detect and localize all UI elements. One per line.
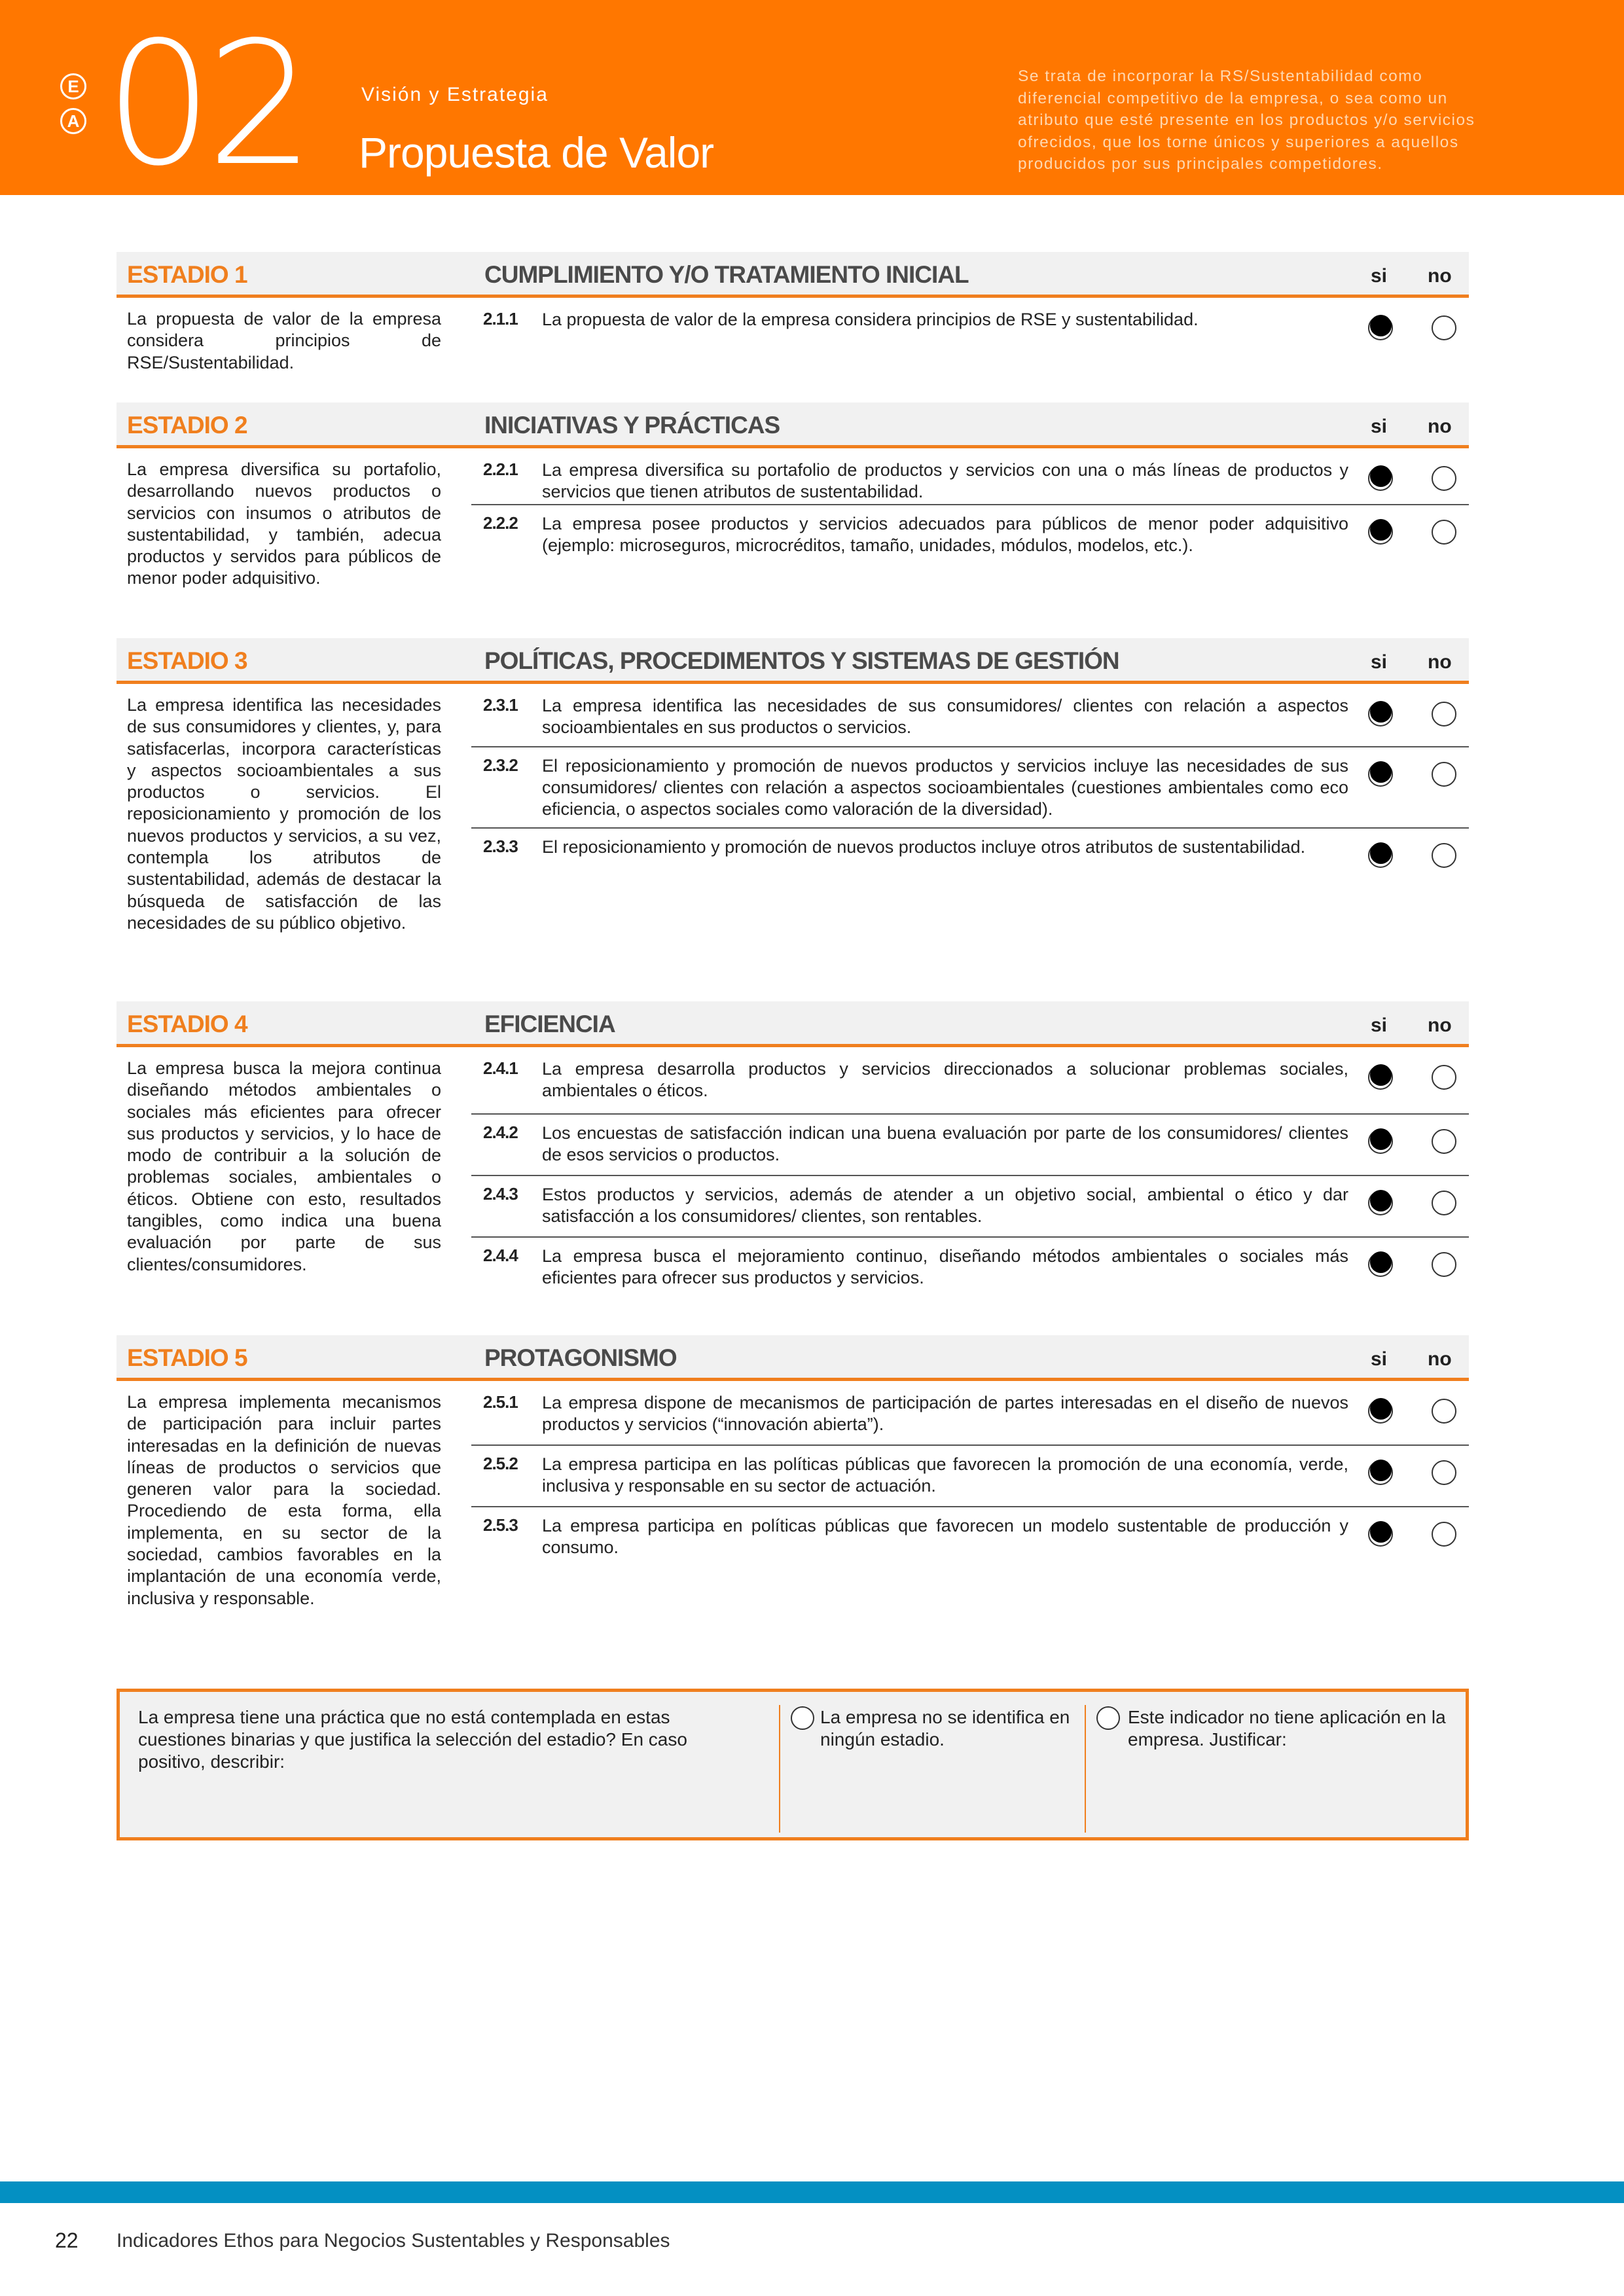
no-column-header: no (1428, 1348, 1452, 1370)
footer-bar (0, 2181, 1624, 2203)
radio-selected-dot (1370, 1190, 1392, 1211)
question-text: La empresa posee productos y servicios adecuados para públicos de menor poder adquisitivo (ejemplo: microseguros, microcréditos, tamaño, unidades, módulos, modelos, etc.). (542, 514, 1348, 555)
no-radio[interactable] (1432, 1522, 1456, 1547)
section-category: Visión y Estrategia (361, 84, 549, 105)
si-radio[interactable] (1368, 466, 1393, 491)
question-text: Estos productos y servicios, además de atender a un objetivo social, ambiental o ético y dar satisfacción a los consumidores/ clientes, son rentables. (542, 1185, 1348, 1226)
radio-selected-dot (1370, 465, 1392, 487)
no-column-header: no (1428, 416, 1452, 437)
stage-title: PROTAGONISMO (484, 1344, 677, 1371)
stage-label: ESTADIO 3 (127, 647, 247, 674)
stage-description: La empresa diversifica su portafolio, desarrollando nuevos productos o servicios con insumos o atributos de sustentabilidad, y también, adecua productos y servidos para públicos de menor poder adquisitivo. (127, 459, 441, 588)
question-number: 2.4.2 (483, 1122, 518, 1142)
si-radio[interactable] (1368, 702, 1393, 726)
question-number: 2.4.4 (483, 1246, 518, 1265)
si-radio[interactable] (1368, 1460, 1393, 1485)
no-radio[interactable] (1432, 1252, 1456, 1277)
stage-title: EFICIENCIA (484, 1011, 615, 1037)
stage-label: ESTADIO 4 (127, 1011, 247, 1037)
stage-block (117, 252, 1469, 372)
question-number: 2.3.2 (483, 755, 518, 775)
footer-text: Indicadores Ethos para Negocios Sustentables y Responsables (117, 2230, 670, 2251)
stage-header (117, 1001, 1469, 1047)
stage-header (117, 1335, 1469, 1381)
question-number: 2.5.2 (483, 1454, 518, 1473)
question-text: La empresa participa en políticas públicas que favorecen un modelo sustentable de producción y consumo. (542, 1516, 1348, 1557)
question-text: La empresa desarrolla productos y servicios direccionados a solucionar problemas sociales, ambientales o éticos. (542, 1059, 1348, 1100)
si-radio[interactable] (1368, 1191, 1393, 1215)
stage-label: ESTADIO 5 (127, 1344, 247, 1371)
no-radio[interactable] (1432, 702, 1456, 726)
question-list (471, 1384, 1469, 1569)
stage-block (117, 1001, 1469, 1287)
no-radio[interactable] (1432, 843, 1456, 868)
no-column-header: no (1428, 1014, 1452, 1036)
stage-description: La propuesta de valor de la empresa considera principios de RSE/Sustentabilidad. (127, 309, 441, 372)
question-row (471, 1446, 1469, 1507)
question-row (471, 505, 1469, 559)
stage-title: POLÍTICAS, PROCEDIMENTOS Y SISTEMAS DE GESTIÓN (484, 647, 1119, 674)
si-column-header: si (1371, 651, 1388, 673)
radio-selected-dot (1370, 1064, 1392, 1086)
stage-description: La empresa identifica las necesidades de sus consumidores y clientes, y, para satisfacerlas, incorpora características y aspectos socioambientales a sus productos o servicios. El reposicionamiento y promoción de los nuevos productos y servicios, a su vez, contempla los atributos de sustentabilidad, además de destacar la búsqueda de satisfacción de las necesidades de su público objetivo. (127, 695, 441, 933)
radio-selected-dot (1370, 1521, 1392, 1543)
stage-header (117, 403, 1469, 448)
no-radio[interactable] (1432, 520, 1456, 545)
no-radio[interactable] (1432, 1460, 1456, 1485)
question-text: Los encuestas de satisfacción indican una buena evaluación por parte de los consumidores/ clientes de esos servicios o productos. (542, 1123, 1348, 1164)
question-text: La empresa dispone de mecanismos de participación de partes interesadas en el diseño de nuevos productos y servicios (“innovación abierta”). (542, 1393, 1348, 1434)
radio-selected-dot (1370, 1460, 1392, 1481)
radio-selected-dot (1370, 519, 1392, 541)
no-stage-label: La empresa no se identifica en ningún estadio. (820, 1707, 1070, 1749)
si-column-header: si (1371, 1348, 1388, 1370)
question-number: 2.5.3 (483, 1515, 518, 1535)
question-row (471, 1050, 1469, 1115)
radio-selected-dot (1370, 315, 1392, 336)
divider (1085, 1705, 1086, 1833)
question-list (471, 687, 1469, 888)
stage-title: CUMPLIMIENTO Y/O TRATAMIENTO INICIAL (484, 261, 969, 288)
page-title: Propuesta de Valor (359, 128, 714, 177)
si-column-header: si (1371, 1014, 1388, 1036)
stage-block (117, 638, 1469, 933)
radio-selected-dot (1370, 842, 1392, 864)
si-radio[interactable] (1368, 1522, 1393, 1547)
stage-label: ESTADIO 1 (127, 261, 247, 288)
question-text: La empresa participa en las políticas públicas que favorecen la promoción de una economía, verde, inclusiva y responsable en su sector de actuación. (542, 1454, 1348, 1496)
question-number: 2.4.3 (483, 1184, 518, 1204)
si-radio[interactable] (1368, 843, 1393, 868)
radio-selected-dot (1370, 701, 1392, 723)
radio-selected-dot (1370, 1128, 1392, 1150)
si-radio[interactable] (1368, 520, 1393, 545)
no-radio[interactable] (1432, 466, 1456, 491)
stage-header (117, 252, 1469, 298)
question-number: 2.5.1 (483, 1392, 518, 1412)
question-row (471, 1238, 1469, 1299)
stage-block (117, 403, 1469, 588)
question-number: 2.3.1 (483, 695, 518, 715)
si-column-header: si (1371, 416, 1388, 437)
si-radio[interactable] (1368, 1065, 1393, 1090)
radio-selected-dot (1370, 1251, 1392, 1273)
no-column-header: no (1428, 651, 1452, 673)
not-applicable-label: Este indicador no tiene aplicación en la empresa. Justificar: (1128, 1707, 1446, 1749)
question-text: La propuesta de valor de la empresa considera principios de RSE y sustentabilidad. (542, 310, 1199, 329)
si-radio[interactable] (1368, 1399, 1393, 1424)
not-applicable-radio[interactable] (1096, 1706, 1120, 1730)
page-number: 22 (55, 2229, 79, 2252)
question-row (471, 1176, 1469, 1238)
question-list (471, 1050, 1469, 1299)
question-text: La empresa identifica las necesidades de sus consumidores/ clientes con relación a aspectos socioambientales en sus productos o servicios. (542, 696, 1348, 737)
no-column-header: no (1428, 265, 1452, 287)
no-radio[interactable] (1432, 1129, 1456, 1154)
divider (779, 1705, 780, 1833)
question-row (471, 1507, 1469, 1569)
question-number: 2.1.1 (483, 309, 518, 329)
si-radio[interactable] (1368, 315, 1393, 340)
no-stage-radio[interactable] (791, 1706, 814, 1730)
question-list (471, 301, 1469, 360)
si-radio[interactable] (1368, 1129, 1393, 1154)
question-row (471, 1384, 1469, 1446)
question-text: El reposicionamiento y promoción de nuevos productos incluye otros atributos de sustentabilidad. (542, 837, 1306, 857)
stage-block (117, 1335, 1469, 1608)
question-row (471, 301, 1469, 360)
si-radio[interactable] (1368, 1252, 1393, 1277)
stage-description: La empresa busca la mejora continua diseñando métodos ambientales o sociales más eficientes para ofrecer sus productos y servicios, y lo hace de modo de contribuir a la solución de problemas sociales, ambientales o éticos. Obtiene con esto, resultados tangibles, como indica una buena evaluación por parte de sus clientes/consumidores. (127, 1058, 441, 1274)
question-number: 2.2.2 (483, 513, 518, 533)
stage-header (117, 638, 1469, 684)
badge-a-icon: A (60, 108, 86, 134)
stage-label: ESTADIO 2 (127, 412, 247, 439)
radio-selected-dot (1370, 1398, 1392, 1420)
question-row (471, 747, 1469, 829)
question-row (471, 1115, 1469, 1176)
question-number: 2.2.1 (483, 459, 518, 479)
no-radio[interactable] (1432, 1399, 1456, 1424)
no-radio[interactable] (1432, 1065, 1456, 1090)
radio-selected-dot (1370, 761, 1392, 783)
badge-e-icon: E (60, 73, 86, 99)
question-text: El reposicionamiento y promoción de nuevos productos y servicios incluye las necesidades de sus consumidores/ clientes con relación a aspectos socioambientales (cuestiones ambientales como eco eficiencia, o aspectos sociales como valoración de la diversidad). (542, 756, 1348, 819)
no-radio[interactable] (1432, 762, 1456, 787)
question-number: 2.3.3 (483, 836, 518, 856)
question-row (471, 687, 1469, 747)
question-text: La empresa busca el mejoramiento continuo, diseñando métodos ambientales o sociales más eficientes para ofrecer sus productos y servicios. (542, 1246, 1348, 1287)
section-number: 02 (105, 6, 308, 204)
no-radio[interactable] (1432, 315, 1456, 340)
question-number: 2.4.1 (483, 1058, 518, 1078)
stage-description: La empresa implementa mecanismos de participación para incluir partes interesadas en la definición de nuevas líneas de productos o servicios que generen valor para la sociedad. Procediendo de esta forma, ella implementa, en su sector de la sociedad, cambios favorables en la implantación de una economía verde, inclusiva y responsable. (127, 1392, 441, 1608)
question-text: La empresa diversifica su portafolio de productos y servicios con una o más líneas de productos y servicios que tienen atributos de sustentabilidad. (542, 460, 1348, 501)
no-radio[interactable] (1432, 1191, 1456, 1215)
si-radio[interactable] (1368, 762, 1393, 787)
question-row (471, 829, 1469, 888)
page-header (0, 0, 1624, 204)
question-list (471, 452, 1469, 559)
si-column-header: si (1371, 265, 1388, 287)
intro-text: Se trata de incorporar la RS/Sustentabilidad como diferencial competitivo de la empresa, o sea como un atributo que esté presente en los productos y/o servicios ofrecidos, que los torne únicos y superiores a aquellos producidos por sus principales competidores. (1018, 67, 1475, 173)
question-row (471, 452, 1469, 505)
stage-title: INICIATIVAS Y PRÁCTICAS (484, 412, 780, 439)
additional-practice-box (117, 1689, 1469, 1840)
additional-practice-question: La empresa tiene una práctica que no está contemplada en estas cuestiones binarias y que justifica la selección del estadio? En caso positivo, describir: (138, 1707, 687, 1772)
